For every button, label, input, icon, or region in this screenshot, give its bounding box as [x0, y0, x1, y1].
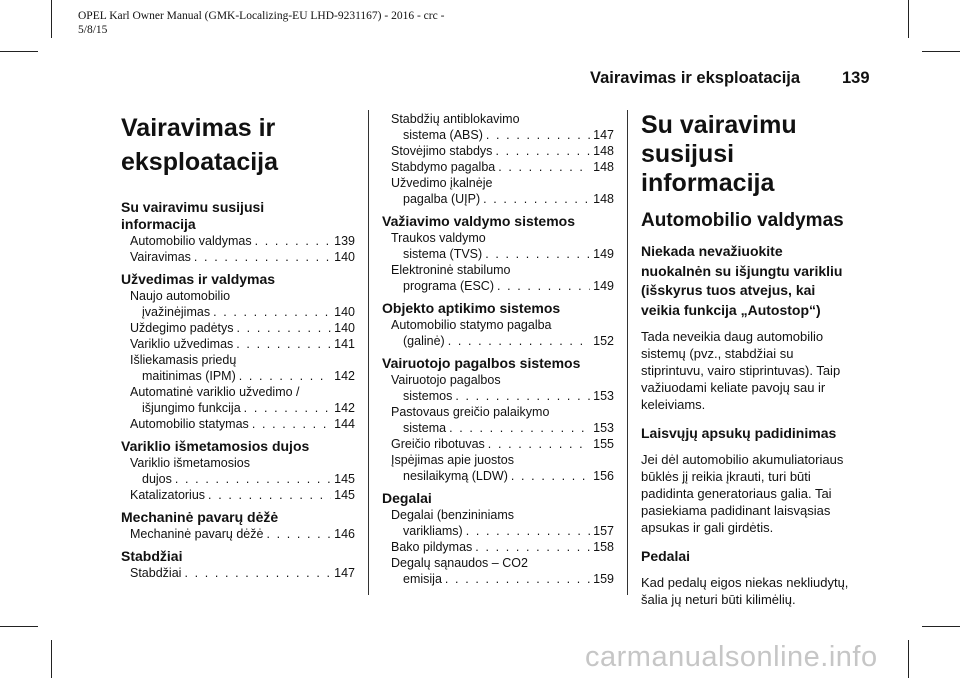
text-line: apsukas ir gali girdėtis.: [641, 520, 774, 535]
toc-entry-title: Katalizatorius: [130, 488, 206, 502]
paragraph-1: [641, 328, 873, 413]
toc-entry[interactable]: [382, 143, 614, 159]
toc-section-title: Vairuotojo pagalbos sistemos: [382, 355, 581, 371]
toc-entry[interactable]: [382, 555, 614, 587]
toc-list: [382, 111, 614, 207]
toc-entry-page: 158: [593, 540, 614, 554]
text-line: pasiekiama padidinant laisvąsias: [641, 503, 831, 518]
column-divider: [368, 110, 369, 595]
toc-leader-dots: [266, 526, 331, 542]
pedals-heading: Pedalai: [641, 548, 691, 564]
toc-column-2: [382, 111, 614, 587]
toc-section-title: Su vairavimu susijusi informacija: [121, 199, 265, 232]
toc-list: [121, 288, 355, 432]
toc-entry-page: 152: [593, 334, 614, 348]
toc-leader-dots: [483, 191, 590, 207]
toc-leader-dots: [255, 233, 332, 249]
toc-section-title: Užvedimas ir valdymas: [121, 271, 276, 287]
toc-entry-title: Stabdžiai: [130, 566, 182, 580]
toc-entry-page: 148: [593, 192, 614, 206]
toc-entry-title: maitinimas (IPM): [142, 369, 236, 383]
toc-entry-title: varikliams): [403, 524, 463, 538]
toc-leader-dots: [466, 523, 590, 539]
toc-section-title: Objekto aptikimo sistemos: [382, 300, 561, 316]
toc-leader-dots: [511, 468, 590, 484]
toc-entry-title: Stabdymo pagalba: [391, 160, 496, 174]
toc-leader-dots: [485, 246, 590, 262]
toc-entry[interactable]: [382, 317, 614, 349]
toc-entry-title: Uždegimo padėtys: [130, 321, 234, 335]
toc-list: [121, 526, 355, 542]
toc-entry-title: Variklio išmetamosios: [130, 456, 250, 470]
section-heading: Su vairavimu susijusi informacija: [641, 111, 797, 197]
toc-entry[interactable]: [382, 436, 614, 452]
toc-leader-dots: [208, 487, 331, 503]
crop-mark: [0, 51, 38, 52]
toc-entry-page: 156: [593, 469, 614, 483]
toc-entry-title: Vairavimas: [130, 250, 191, 264]
toc-section-title: Mechaninė pavarų dėžė: [121, 509, 279, 525]
text-line: važiuodami keliate pavojų sau ir: [641, 380, 826, 395]
toc-entry-page: 149: [593, 247, 614, 261]
page-header-title: Vairavimas ir eksploatacija: [590, 69, 801, 87]
warning-heading: [641, 242, 873, 320]
toc-entry-title: (galinė): [403, 334, 445, 348]
toc-entry[interactable]: [121, 487, 355, 503]
toc-leader-dots: [495, 143, 590, 159]
toc-leader-dots: [239, 368, 331, 384]
toc-entry-title: sistema (TVS): [403, 247, 483, 261]
toc-entry-title: emisija: [403, 572, 442, 586]
text-line: Niekada nevažiuokite: [641, 243, 783, 259]
toc-entry[interactable]: [121, 352, 355, 384]
toc-entry-title: Išliekamasis priedų: [130, 353, 237, 367]
toc-leader-dots: [184, 565, 331, 581]
toc-entry[interactable]: [121, 336, 355, 352]
chapter-title: Vairavimas ir eksploatacija: [121, 114, 279, 176]
page-number: 139: [842, 69, 870, 87]
toc-entry-title: Pastovaus greičio palaikymo: [391, 405, 550, 419]
meta-line-1: OPEL Karl Owner Manual (GMK-Localizing-EU LHD-9231167) - 2016 - crc -: [78, 10, 445, 22]
toc-entry[interactable]: [382, 230, 614, 262]
toc-entry[interactable]: [121, 288, 355, 320]
toc-entry-title: Automobilio statymo pagalba: [391, 318, 552, 332]
toc-entry-page: 153: [593, 389, 614, 403]
crop-mark: [922, 51, 960, 52]
toc-entry[interactable]: [121, 526, 355, 542]
toc-leader-dots: [244, 400, 331, 416]
toc-leader-dots: [237, 320, 332, 336]
toc-entry-page: 149: [593, 279, 614, 293]
toc-entry[interactable]: [121, 384, 355, 416]
toc-leader-dots: [252, 416, 331, 432]
toc-leader-dots: [449, 420, 590, 436]
crop-mark: [0, 626, 38, 627]
toc-entry-title: Bako pildymas: [391, 540, 473, 554]
toc-entry-title: išjungimo funkcija: [142, 401, 241, 415]
toc-leader-dots: [445, 571, 590, 587]
text-line: nuokalnėn su išjungtu varikliu: [641, 262, 843, 279]
toc-entry[interactable]: [382, 404, 614, 436]
toc-list: [121, 565, 355, 581]
toc-entry-title: Greičio ribotuvas: [391, 437, 485, 451]
toc-entry[interactable]: [121, 320, 355, 336]
text-line: Kad pedalų eigos niekas nekliudytų,: [641, 575, 849, 590]
toc-entry-title: dujos: [142, 472, 172, 486]
toc-section-title: Važiavimo valdymo sistemos: [382, 213, 575, 229]
toc-leader-dots: [455, 388, 590, 404]
toc-entry-page: 148: [593, 144, 614, 158]
toc-entry-page: 153: [593, 421, 614, 435]
toc-entry-title: Automatinė variklio užvedimo /: [130, 385, 300, 399]
crop-mark: [922, 626, 960, 627]
toc-entry[interactable]: [382, 507, 614, 539]
toc-leader-dots: [236, 336, 331, 352]
meta-line-2: 5/8/15: [78, 24, 108, 36]
toc-leader-dots: [486, 127, 590, 143]
text-line: keleiviams.: [641, 397, 706, 412]
toc-entry-title: Naujo automobilio: [130, 289, 231, 303]
toc-entry[interactable]: [382, 372, 614, 404]
toc-entry-title: Automobilio valdymas: [130, 234, 252, 248]
toc-entry[interactable]: [121, 455, 355, 487]
toc-entry-title: sistemos: [403, 389, 453, 403]
toc-leader-dots: [498, 159, 590, 175]
toc-entry-title: Degalų sąnaudos – CO2: [391, 556, 528, 570]
toc-entry[interactable]: [382, 111, 614, 143]
text-line: Tada neveikia daug automobilio: [641, 329, 824, 344]
toc-entry[interactable]: [121, 249, 355, 265]
toc-entry-title: Elektroninė stabilumo: [391, 263, 511, 277]
toc-entry[interactable]: [121, 233, 355, 249]
toc-entry-title: Variklio užvedimas: [130, 337, 234, 351]
toc-entry[interactable]: [121, 416, 355, 432]
toc-entry[interactable]: [382, 452, 614, 484]
toc-entry-title: Stovėjimo stabdys: [391, 144, 493, 158]
watermark-text: carmanualsonline.info: [585, 641, 878, 673]
toc-entry-page: 159: [593, 572, 614, 586]
paragraph-3: [641, 574, 873, 608]
text-line: būklės jį reikia įkrauti, turi būti: [641, 469, 811, 484]
toc-leader-dots: [488, 436, 590, 452]
toc-entry-title: Įspėjimas apie juostos: [391, 453, 514, 467]
crop-mark: [908, 0, 909, 38]
toc-entry-title: Stabdžių antiblokavimo: [391, 112, 520, 126]
toc-leader-dots: [175, 471, 331, 487]
toc-entry[interactable]: [382, 539, 614, 555]
toc-leader-dots: [213, 304, 331, 320]
toc-entry-page: 140: [334, 305, 355, 319]
toc-entry-page: 142: [334, 369, 355, 383]
toc-entry[interactable]: [121, 565, 355, 581]
toc-leader-dots: [475, 539, 590, 555]
toc-entry-page: 145: [334, 488, 355, 502]
subsection-heading: Automobilio valdymas: [641, 210, 844, 231]
toc-entry-page: 157: [593, 524, 614, 538]
toc-entry-title: sistema (ABS): [403, 128, 483, 142]
column-divider: [627, 110, 628, 595]
toc-entry-title: Vairuotojo pagalbos: [391, 373, 501, 387]
toc-list: [382, 372, 614, 484]
toc-entry-page: 146: [334, 527, 355, 541]
toc-leader-dots: [497, 278, 590, 294]
crop-mark: [908, 640, 909, 678]
idle-speed-heading: Laisvųjų apsukų padidinimas: [641, 425, 837, 441]
text-line: šalia jų neturi būti kilimėlių.: [641, 592, 796, 607]
toc-entry-title: programa (ESC): [403, 279, 494, 293]
toc-entry-page: 147: [334, 566, 355, 580]
toc-section-title: Degalai: [382, 490, 432, 506]
toc-entry[interactable]: [382, 175, 614, 207]
toc-entry[interactable]: [382, 262, 614, 294]
toc-entry-page: 147: [593, 128, 614, 142]
toc-leader-dots: [194, 249, 331, 265]
toc-entry-page: 155: [593, 437, 614, 451]
toc-section-title: Variklio išmetamosios dujos: [121, 438, 310, 454]
toc-list: [382, 230, 614, 294]
text-line: padidinta generatoriaus galia. Tai: [641, 486, 832, 501]
crop-mark: [51, 0, 52, 38]
toc-list: [121, 233, 355, 265]
toc-entry-page: 148: [593, 160, 614, 174]
toc-entry[interactable]: [382, 159, 614, 175]
paragraph-2: [641, 451, 873, 536]
toc-entry-title: Degalai (benzininiams: [391, 508, 514, 522]
toc-entry-title: Užvedimo įkalnėje: [391, 176, 493, 190]
toc-entry-title: nesilaikymą (LDW): [403, 469, 508, 483]
toc-entry-title: Automobilio statymas: [130, 417, 249, 431]
text-line: Jei dėl automobilio akumuliatoriaus: [641, 452, 844, 467]
toc-column-1: [121, 111, 355, 581]
toc-entry-page: 141: [334, 337, 355, 351]
toc-entry-title: įvažinėjimas: [142, 305, 211, 319]
toc-entry-title: sistema: [403, 421, 447, 435]
toc-entry-title: pagalba (UĮP): [403, 192, 481, 206]
toc-entry-page: 139: [334, 234, 355, 248]
toc-entry-page: 142: [334, 401, 355, 415]
toc-list: [382, 507, 614, 587]
crop-mark: [51, 640, 52, 678]
toc-entry-page: 140: [334, 321, 355, 335]
page-header: [590, 69, 870, 88]
toc-leader-dots: [448, 333, 590, 349]
toc-section-title: Stabdžiai: [121, 548, 183, 564]
text-line: sistemų (pvz., stabdžiai su: [641, 346, 794, 361]
toc-list: [121, 455, 355, 503]
document-meta-header: [78, 9, 444, 37]
toc-entry-page: 140: [334, 250, 355, 264]
toc-entry-title: Traukos valdymo: [391, 231, 486, 245]
content-column: [641, 111, 873, 608]
toc-entry-title: Mechaninė pavarų dėžė: [130, 527, 264, 541]
text-line: (išskyrus tuos atvejus, kai: [641, 282, 816, 298]
toc-list: [382, 317, 614, 349]
toc-entry-page: 144: [334, 417, 355, 431]
toc-entry-page: 145: [334, 472, 355, 486]
text-line: veikia funkcija „Autostop“): [641, 301, 821, 318]
text-line: stiprintuvu, vairo stiprintuvas). Taip: [641, 363, 841, 378]
